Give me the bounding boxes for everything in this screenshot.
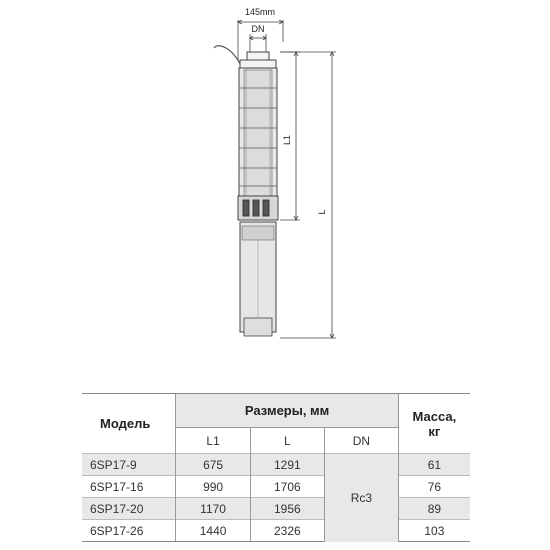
table-row bbox=[82, 520, 470, 542]
cell-model: 6SP17-16 bbox=[82, 476, 176, 498]
header-dn: DN bbox=[324, 428, 398, 454]
cell-mass: 76 bbox=[398, 476, 470, 498]
table-row bbox=[82, 476, 470, 498]
header-dimensions: Размеры, мм bbox=[176, 394, 398, 428]
cell-model: 6SP17-20 bbox=[82, 498, 176, 520]
table-row bbox=[82, 498, 470, 520]
cell-model: 6SP17-9 bbox=[82, 454, 176, 476]
table-header-row bbox=[82, 394, 470, 428]
cell-mass: 103 bbox=[398, 520, 470, 542]
power-cable bbox=[214, 46, 240, 64]
spec-table bbox=[82, 393, 470, 542]
cell-mass: 89 bbox=[398, 498, 470, 520]
cell-l1: 1170 bbox=[176, 498, 250, 520]
pump-motor bbox=[240, 222, 276, 336]
cell-l: 1706 bbox=[250, 476, 324, 498]
table-row bbox=[82, 454, 470, 476]
pump-body bbox=[239, 68, 277, 218]
cell-l1: 1440 bbox=[176, 520, 250, 542]
header-model: Модель bbox=[82, 394, 176, 454]
cell-dn: Rc3 bbox=[324, 454, 398, 542]
cell-model: 6SP17-26 bbox=[82, 520, 176, 542]
width-dimension-label: 145mm bbox=[244, 7, 276, 17]
cell-l1: 675 bbox=[176, 454, 250, 476]
header-l: L bbox=[250, 428, 324, 454]
l-dimension-label: L bbox=[317, 209, 327, 215]
header-mass bbox=[398, 394, 470, 454]
cell-l1: 990 bbox=[176, 476, 250, 498]
cell-mass: 61 bbox=[398, 454, 470, 476]
l1-dimension-label: L1 bbox=[282, 134, 292, 146]
cell-l: 1291 bbox=[250, 454, 324, 476]
header-mass-unit: кг bbox=[428, 423, 441, 439]
pump-outlet bbox=[240, 52, 276, 68]
cell-l: 1956 bbox=[250, 498, 324, 520]
cell-l: 2326 bbox=[250, 520, 324, 542]
header-mass-label: Масса, bbox=[412, 408, 457, 424]
suction-intake bbox=[238, 196, 278, 220]
l-dimension bbox=[280, 52, 336, 338]
header-l1: L1 bbox=[176, 428, 250, 454]
dn-dimension-label: DN bbox=[251, 24, 265, 34]
